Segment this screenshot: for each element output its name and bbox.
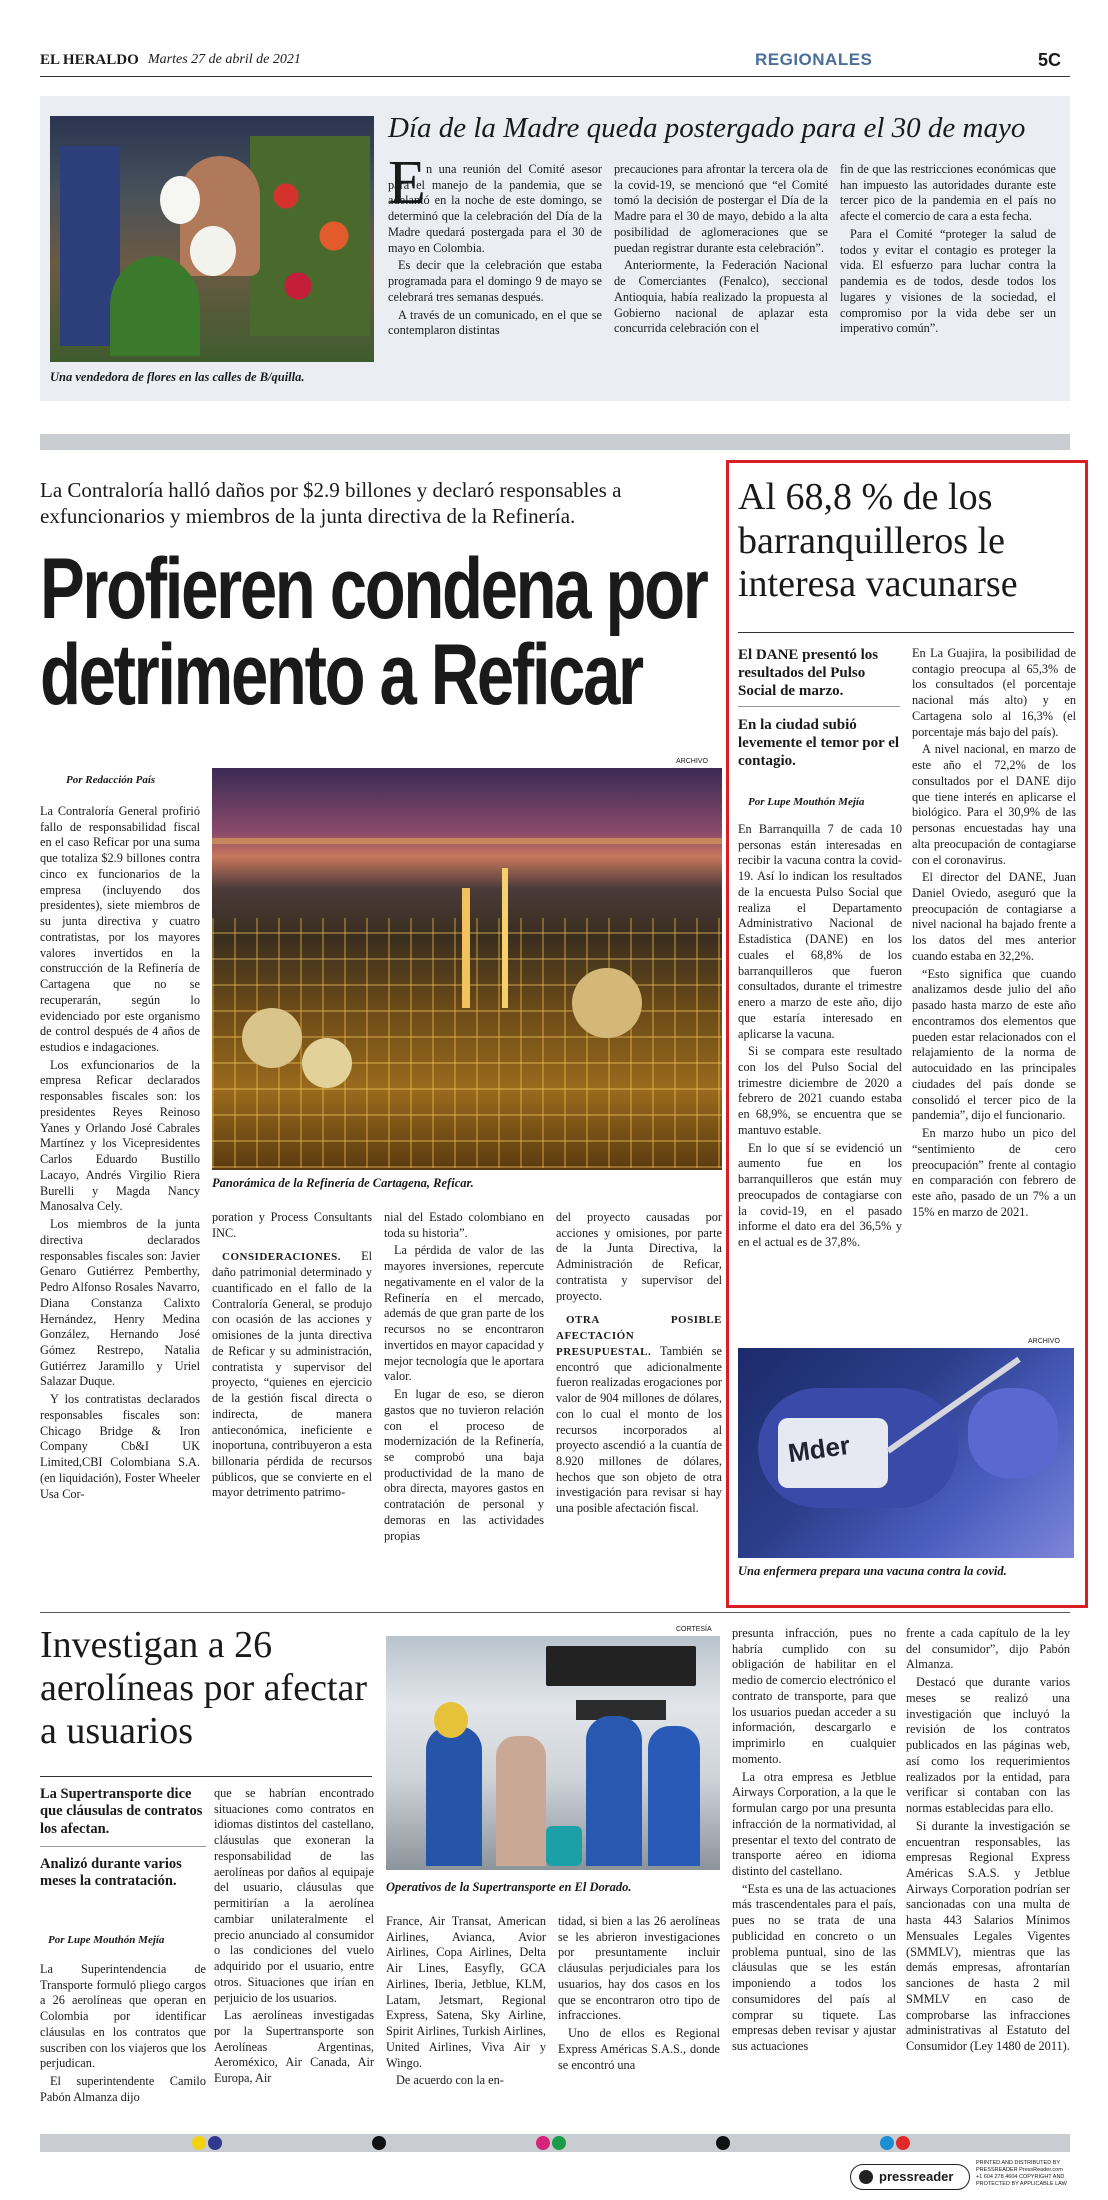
paragraph: Los miembros de la junta directiva declarados responsables fiscales son: Javier Genaro Gutiérrez Pemberthy, Pedro Alfonso Rosales Navarro, Diana Constanza Calixto Hernández, Henry Medina González, Hernando José Gómez Restrepo, Natalia Gutiérrez Jaramillo y Uriel Salazar Duque. [40, 1217, 200, 1389]
byline: Por Redacción País [66, 774, 156, 786]
story-column-5 [732, 1626, 896, 2126]
paragraph: El daño patrimonial determinado y cuantificado en el fallo de la Contraloría General, se produjo con ocasión de las acciones y omisiones de la junta directiva de Reficar y su administración, contratista y supervisor del proyecto, “quienes en ejercicio de la gestión fiscal directa o indirecta, de manera antieconómica, ineficiente e inoportuna, contribuyeron a esta billonaria pérdida de recursos públicos, que se convierte en el mayor detrimento patrimo- [212, 1249, 372, 1500]
story-column-3 [384, 1210, 544, 1590]
paragraph: En marzo hubo un pico del “sentimiento de cero preocupación” frente al contagio en comparación con febrero de este año, pasado de un 7% a un 15% en marzo de 2021. [912, 1126, 1076, 1219]
pressreader-fineprint: PRINTED AND DISTRIBUTED BY PRESSREADER PressReader.com +1 604 278 4604 COPYRIGHT AND PROTECTED BY APPLICABLE LAW [976, 2160, 1067, 2187]
flower-vendor-photo [50, 116, 374, 362]
photo-credit: ARCHIVO [1028, 1338, 1060, 1345]
byline: Por Lupe Mouthón Mejía [48, 1934, 165, 1946]
paragraph: A nivel nacional, en marzo de este año el 72,2% de los consultados por el DANE dijo que tiene interés en aplicarse el biológico. Para el 30,9% de las personas encuestadas hay una alta preocupación de contagiarse con el coronavirus. [912, 742, 1076, 867]
masthead: EL HERALDO [40, 52, 139, 68]
paragraph: frente a cada capítulo de la ley del consumidor”, dijo Pabón Almanza. [906, 1626, 1070, 1672]
subhead: Analizó durante varios meses la contratación. [40, 1856, 182, 1890]
story-column-2 [614, 162, 828, 394]
photo-credit: CORTESÍA [676, 1626, 712, 1633]
paragraph: tidad, si bien a las 26 aerolíneas se les abrieron investigaciones por presuntamente incluir cláusulas perjudiciales para los usuarios, hay dos casos en los que se encontraron otro tipo de infracciones. [558, 1914, 720, 2023]
pressreader-logo-icon [859, 2170, 873, 2184]
paragraph: El superintendente Camilo Pabón Almanza dijo [40, 2074, 206, 2104]
story-column-1 [40, 1962, 206, 2126]
byline: Por Lupe Mouthón Mejía [748, 796, 865, 808]
photo-caption: Una enfermera prepara una vacuna contra la covid. [738, 1564, 1007, 1578]
paragraph: En La Guajira, la posibilidad de contagio preocupa al 65,3% de los consultados (el porcentaje nacional más alto) y en Cartagena solo al 16,3% (el porcentaje más bajo del país). [912, 646, 1076, 739]
story-column-1 [738, 822, 902, 1318]
vial-label: Mder [786, 1429, 852, 1469]
registration-dot [716, 2136, 730, 2150]
registration-dot [372, 2136, 386, 2150]
pressreader-label: pressreader [879, 2169, 954, 2184]
paragraph: De acuerdo con la en- [396, 2073, 504, 2088]
paragraph: “Esta es una de las actuaciones más trascendentales para el país, pues no se trata de una publicidad en concreto o un problema puntual, sino de las cláusulas que se les están imponiendo a todos los consumidores del país al comprar su tiquete. Las empresas deben revisar y ajustar sus actuaciones [732, 1881, 896, 2054]
paragraph: En Barranquilla 7 de cada 10 personas están interesadas en recibir la vacuna contra la covid-19. Así lo indican los resultados de la encuesta Pulso Social que realiza el Departamento Administrativo Nacional de Estadística (DANE) en los cuales el 68,8% de los barranquilleros que fueron consultados, durante el trimestre enero a marzo de este año, dijo que estaría interesado en aplicarse la vacuna. [738, 822, 902, 1041]
section-divider [40, 434, 1070, 450]
airport-photo [386, 1636, 720, 1870]
story-headline: Al 68,8 % de los barranquilleros le interesa vacunarse [738, 476, 1018, 606]
story-column-3 [840, 162, 1056, 394]
subhead-rule [738, 706, 900, 707]
paragraph: que se habrían encontrado situaciones como contratos en idiomas distintos del castellano, cláusulas que exoneran la responsabilidad de las aerolíneas por daños al equipaje del usuario, cláusulas que permitirían a la aerolínea cambiar unilateralmente el precio anunciado al consumidor o las condiciones del vuelo adquirido por el usuario, entre otros. Situaciones que irían en perjuicio de los usuarios. [214, 1786, 374, 2005]
paragraph: Los exfuncionarios de la empresa Reficar declarados responsables fiscales son: los presidentes Reyes Reinoso Yanes y Orlando José Cabrales Martínez y los Vicepresidentes Carlos Eduardo Bustillo Lacayo, Andrés Virgilio Riera Burelli y Magda Nancy Manosalva Cely. [40, 1057, 200, 1214]
subhead: La Supertransporte dice que cláusulas de contratos los afectan. [40, 1786, 203, 1837]
story-headline: Día de la Madre queda postergado para el 30 de mayo [388, 112, 1026, 144]
paragraph: En lugar de eso, se dieron gastos que no tuvieron relación con el proceso de modernización de la Refinería, se comprobó una baja productividad de la mano de obra directa, mayores gastos en contratación de personal y demoras en las actividades propias [384, 1387, 544, 1543]
paragraph: France, Air Transat, American Airlines, Avianca, Avior Airlines, Copa Airlines, Delta Air Lines, Easyfly, GCA Airlines, Iberia, Jetblue, KLM, Latam, Jetsmart, Regional Express, Satena, Sky Airline, Spirit Airlines, Turkish Airlines, United Airlines, Viva Air y Wingo. [386, 1914, 546, 2070]
photo-caption: Panorámica de la Refinería de Cartagena, Reficar. [212, 1176, 474, 1190]
refinery-photo [212, 768, 722, 1170]
paragraph: Uno de ellos es Regional Express Américas S.A.S., donde se encontró una [558, 2026, 720, 2072]
photo-caption: Una vendedora de flores en las calles de B/quilla. [50, 370, 305, 384]
headline-rule [738, 632, 1074, 633]
story-dia-madre [40, 96, 1070, 401]
paragraph: También se encontró que adicionalmente fueron realizadas erogaciones por valor de 904 millones de dólares, con lo cual el monto de los recursos incorporados al proyecto ascendió a la cuantía de 8.920 millones de dólares, hechos que son objeto de otra investigación para revisar si hay una posible afectación fiscal. [556, 1343, 722, 1516]
story-column-1 [388, 162, 602, 394]
section-subhead: OTRA POSIBLE AFECTACIÓN PRESUPUESTAL. [556, 1314, 722, 1358]
story-headline: Investigan a 26 aerolíneas por afectar a usuarios [40, 1624, 368, 1752]
paragraph: nial del Estado colombiano en toda su historia”. [384, 1210, 544, 1240]
story-deck: La Contraloría halló daños por $2.9 billones y declaró responsables a exfuncionarios y miembros de la junta directiva de la Refinería. [40, 478, 622, 528]
page-header [40, 48, 1070, 76]
registration-dot [192, 2136, 206, 2150]
story-column-2 [214, 1786, 374, 2126]
paragraph: n una reunión del Comité asesor para el manejo de la pandemia, que se adelantó en la noche de este domingo, se determinó que la celebración del Día de la Madre quedará postergada para el 30 de mayo en Colombia. [388, 162, 602, 255]
paragraph: A través de un comunicado, en el que se contemplaron distintas [388, 307, 602, 338]
registration-dot [896, 2136, 910, 2150]
section-rule [40, 1612, 1070, 1613]
paragraph: Y los contratistas declarados responsables fiscales son: Chicago Bridge & Iron Company Cb&I UK Limited,CBI Colombiana S.A. (en liquidación), Foster Wheeler Usa Cor- [40, 1392, 200, 1501]
registration-dot [880, 2136, 894, 2150]
paragraph: El director del DANE, Juan Daniel Oviedo, aseguró que la preocupación de contagiarse a nivel nacional ha bajado frente a los datos del mes anterior cuando estaba en 32,2%. [912, 870, 1076, 963]
drop-cap: E [388, 162, 426, 217]
photo-caption: Operativos de la Supertransporte en El Dorado. [386, 1880, 632, 1894]
story-column-4 [558, 1914, 720, 2126]
registration-dot [208, 2136, 222, 2150]
photo-credit: ARCHIVO [676, 758, 708, 765]
paragraph: Las aerolíneas investigadas por la Supertransporte son Aerolíneas Argentinas, Aeroméxico, Air Canada, Air Europa, Air [214, 2008, 374, 2086]
subhead-rule [40, 1846, 206, 1847]
registration-bar [40, 2134, 1070, 2152]
section-name: REGIONALES [755, 50, 873, 69]
story-column-2 [912, 646, 1076, 1318]
header-date: Martes 27 de abril de 2021 [148, 52, 301, 67]
paragraph: precauciones para afrontar la tercera ola de la covid-19, se mencionó que “el Comité tomó la decisión de postergar el Día de la Madre para el 30 de mayo, debido a la alta posibilidad de aglomeraciones que se puedan registrar durante esta celebración”. [614, 162, 828, 255]
paragraph: Es decir que la celebración que estaba programada para el domingo 9 de mayo se celebrará tres semanas después. [388, 258, 602, 304]
page-number: 5C [1038, 50, 1062, 70]
paragraph: del proyecto causadas por acciones y omisiones, por parte de la Junta Directiva, la Administración de Reficar, contratista y supervisor del proyecto. [556, 1210, 722, 1303]
paragraph: La Contraloría General profirió fallo de responsabilidad fiscal en el caso Reficar por una suma que totaliza $2.9 billones contra cinco ex funcionarios de la empresa (incluyendo dos presidentes), siete miembros de su junta directiva y cuatro contratistas, por los mayores valores invertidos en la construcción de la Refinería de Cartagena que no se recuperarán, según lo evidenciado por este organismo de control después de 4 años de estudios e indagaciones. [40, 804, 200, 1055]
paragraph: Anteriormente, la Federación Nacional de Comerciantes (Fenalco), seccional Antioquia, había realizado la propuesta al Gobierno nacional de aplazar esta concurrida celebración con el [614, 258, 828, 336]
paragraph: Si durante la investigación se encuentran responsables, las empresas Regional Express Américas S.A.S. y Jetblue Airways Corporation podrían ser sancionadas con una multa de hasta 443 Salarios Mínimos Mensuales Legales Vigentes (SMMLV), mientras que las demás empresas, afrontarían sanciones de hasta 2 mil SMMLV en caso de comprobarse las infracciones administrativas al Estatuto del Consumidor (Ley 1480 de 2011). [906, 1818, 1070, 2054]
story-column-2 [212, 1210, 372, 1590]
pressreader-badge[interactable] [850, 2164, 970, 2190]
story-column-3 [386, 1914, 546, 2126]
registration-dot [536, 2136, 550, 2150]
subhead: El DANE presentó los resultados del Pulso Social de marzo. [738, 647, 879, 699]
registration-dot [552, 2136, 566, 2150]
vaccine-photo [738, 1348, 1074, 1558]
story-column-4 [556, 1210, 722, 1590]
paragraph: Destacó que durante varios meses se realizó una investigación que incluyó la revisión de los contratos publicados en las páginas web, así como los requerimientos realizados por la entidad, para verificar si contaban con las normas establecidas para ello. [906, 1675, 1070, 1816]
paragraph: La Superintendencia de Transporte formuló pliego cargos a 26 aerolíneas que operan en Colombia por identificar cláusulas en los contratos que suscriben con los viajeros que los perjudican. [40, 1962, 206, 2071]
paragraph: Para el Comité “proteger la salud de todos y evitar el contagio es proteger la vida. El esfuerzo para luchar contra la pandemia es de todos, desde todos los lugares y visiones de la sociedad, el compromiso por la vida debe ser un imperativo común”. [840, 226, 1056, 336]
paragraph: “Esto significa que cuando analizamos desde julio del año pasado hasta marzo de este año encontramos dos elementos que pueden estar relacionados con el relajamiento de la norma de autocuidado en las principales ciudades del país donde se consolidó el tercer pico de la pandemia”, dijo el funcionario. [912, 966, 1076, 1123]
paragraph: presunta infracción, pues no habría cumplido con su obligación de habilitar en el medio de comercio electrónico el contrato de transporte, para que los usuarios puedan acceder a su información, descargarlo e imprimirlo en cualquier momento. [732, 1626, 896, 1766]
header-rule [40, 76, 1070, 77]
section-subhead: CONSIDERACIONES. [222, 1251, 341, 1264]
paragraph: poration y Process Consultants INC. [212, 1210, 372, 1240]
paragraph: La pérdida de valor de las mayores inversiones, repercute negativamente en el valor de la Refinería en el mercado, además de que gran parte de los recursos no se encontraron invertidos en mayor capacidad y mejor tecnología que le aportara valor. [384, 1243, 544, 1384]
subhead: En la ciudad subió levemente el temor por el contagio. [738, 717, 900, 769]
story-column-6 [906, 1626, 1070, 2126]
paragraph: En lo que sí se evidenció un aumento fue en los barranquilleros que están muy preocupados de contagiarse con la covid-19, en el pasado informe el dato era del 36,5% y en el actual es de 37,8%. [738, 1140, 902, 1250]
paragraph: fin de que las restricciones económicas que han impuesto las autoridades durante este tercer pico de la pandemia en el país no afecte el comercio de cara a esta fecha. [840, 162, 1056, 224]
paragraph: Si se compara este resultado con los del Pulso Social del trimestre diciembre de 2020 a febrero de 2021 cuando estaba en 68,9%, se encuentra que se mantuvo estable. [738, 1044, 902, 1137]
paragraph: La otra empresa es Jetblue Airways Corporation, a la que le formulan cargo por una presunta infracción de la normatividad, al presentar el texto del contrato de transporte aéreo en idioma distinto del castellano. [732, 1769, 896, 1879]
headline-rule [40, 1776, 372, 1777]
story-headline: Profieren condena por detrimento a Reficar [40, 541, 707, 723]
story-column-1 [40, 804, 200, 1590]
